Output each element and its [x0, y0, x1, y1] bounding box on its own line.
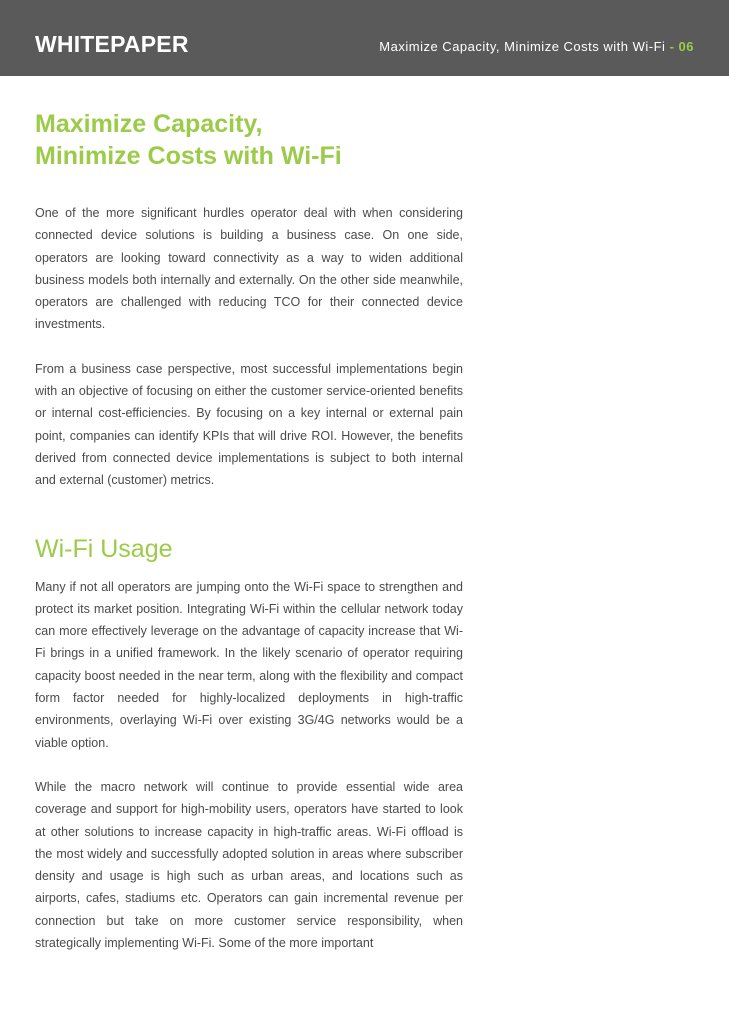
section-title-wifi-usage: Wi-Fi Usage: [35, 534, 173, 563]
paragraph-intro: One of the more significant hurdles operator deal with when considering connected device solutions is building a business case. On one side, operators are looking toward connectivity as a way to widen additional business models both internally and externally. On the other side meanwhile, operators are challenged with reducing TCO for their connected device investments.: [35, 206, 463, 332]
page-number: 06: [678, 39, 694, 54]
header-running-title: Maximize Capacity, Minimize Costs with Wi-Fi: [379, 39, 666, 54]
page-title: [35, 108, 463, 172]
header-document-title: [379, 39, 694, 55]
paragraph-wifi-market: Many if not all operators are jumping onto the Wi-Fi space to strengthen and protect its market position. Integrating Wi-Fi within the cellular network today can more effectively leverage on the advantage of capacity increase that Wi-Fi brings in a unified framework. In the likely scenario of operator requiring capacity boost needed in the near term, along with the flexibility and compact form factor needed for highly-localized deployments in high-traffic environments, overlaying Wi-Fi over existing 3G/4G networks would be a viable option.: [35, 579, 463, 750]
page-title-line-1: Maximize Capacity,: [35, 110, 263, 138]
header-whitepaper-label: WHITEPAPER: [35, 31, 189, 57]
paragraph-business-case: From a business case perspective, most successful implementations begin with an objective of focusing on either the customer service-oriented benefits or internal cost-efficiencies. By focusing on a key internal or external pain point, companies can identify KPIs that will drive ROI. However, the benefits derived from connected device implementations is subject to both internal and external (customer) metrics.: [35, 361, 463, 488]
page-title-line-2: Minimize Costs with Wi-Fi: [35, 142, 342, 170]
paragraph-wifi-offload: While the macro network will continue to provide essential wide area coverage and support for high-mobility users, operators have started to look at other solutions to increase capacity in high-traffic areas. Wi-Fi offload is the most widely and successfully adopted solution in areas where subscriber density and usage is high such as urban areas, and locations such as airports, cafes, stadiums etc. Operators can gain incremental revenue per connection but take on more customer service responsibility, when strategically implementing Wi-Fi. Some of the more important: [35, 779, 463, 951]
header-separator: -: [669, 39, 675, 54]
article-body: [35, 108, 463, 954]
header-bar: [0, 0, 729, 76]
